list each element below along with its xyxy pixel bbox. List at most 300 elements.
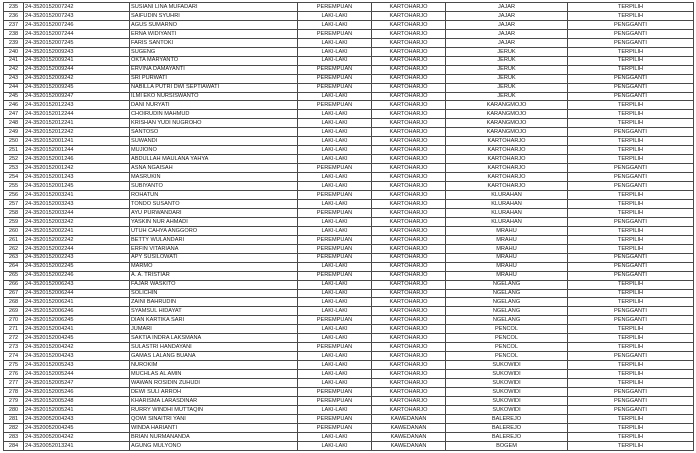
row-number-cell: 268 (4, 298, 24, 307)
registration-number-cell: 24-3520152012244 (24, 110, 130, 119)
district-cell: KARTOHARJO (372, 352, 446, 361)
status-cell: TERPILIH (568, 155, 694, 164)
district-cell: KARTOHARJO (372, 29, 446, 38)
status-cell: TERPILIH (568, 441, 694, 450)
candidate-name-cell: SANTOSO (130, 128, 298, 137)
table-row (4, 334, 694, 343)
district-cell: KARTOHARJO (372, 235, 446, 244)
district-cell: KARTOHARJO (372, 137, 446, 146)
village-cell: JERUK (446, 56, 568, 65)
row-number-cell: 260 (4, 226, 24, 235)
registration-number-cell: 24-3520152006244 (24, 289, 130, 298)
registration-number-cell: 24-3520052004245 (24, 423, 130, 432)
row-number-cell: 274 (4, 352, 24, 361)
gender-cell: PEREMPUAN (298, 3, 372, 12)
registration-number-cell: 24-3520152003241 (24, 191, 130, 200)
candidate-name-cell: ABDULLAH MAULANA YAHYA (130, 155, 298, 164)
row-number-cell: 250 (4, 137, 24, 146)
village-cell: SUKOWIDI (446, 361, 568, 370)
registration-number-cell: 24-3520152006246 (24, 307, 130, 316)
status-cell: TERPILIH (568, 101, 694, 110)
candidate-name-cell: YASKIN NUR AHMADI (130, 217, 298, 226)
row-number-cell: 278 (4, 387, 24, 396)
registration-number-cell: 24-3520052004242 (24, 432, 130, 441)
village-cell: KLURAHAN (446, 208, 568, 217)
candidate-name-cell: KHARISMA LARASDINAR (130, 396, 298, 405)
table-row (4, 191, 694, 200)
district-cell: KARTOHARJO (372, 146, 446, 155)
status-cell: TERPILIH (568, 119, 694, 128)
gender-cell: LAKI-LAKI (298, 334, 372, 343)
candidate-name-cell: MUCHLAS AL AMIN (130, 370, 298, 379)
candidate-name-cell: ROHATUN (130, 191, 298, 200)
registration-number-cell: 24-3520152001241 (24, 137, 130, 146)
district-cell: KARTOHARJO (372, 74, 446, 83)
village-cell: NGELANG (446, 316, 568, 325)
status-cell: PENGGANTI (568, 396, 694, 405)
gender-cell: LAKI-LAKI (298, 441, 372, 450)
row-number-cell: 277 (4, 379, 24, 388)
candidate-name-cell: MUJIONO (130, 146, 298, 155)
gender-cell: PEREMPUAN (298, 191, 372, 200)
registration-number-cell: 24-3520152002243 (24, 253, 130, 262)
district-cell: KARTOHARJO (372, 47, 446, 56)
row-number-cell: 265 (4, 271, 24, 280)
candidate-name-cell: AYU PURWANDARI (130, 208, 298, 217)
table-row (4, 379, 694, 388)
district-cell: KARTOHARJO (372, 379, 446, 388)
candidate-name-cell: SULASTRI HANDAYANI (130, 343, 298, 352)
district-cell: KARTOHARJO (372, 244, 446, 253)
row-number-cell: 246 (4, 101, 24, 110)
candidate-name-cell: TONDO SUSANTO (130, 199, 298, 208)
row-number-cell: 256 (4, 191, 24, 200)
gender-cell: PEREMPUAN (298, 164, 372, 173)
candidate-name-cell: SAIFUDIN SYUHRI (130, 11, 298, 20)
village-cell: KARANGMOJO (446, 128, 568, 137)
village-cell: NGELANG (446, 289, 568, 298)
gender-cell: LAKI-LAKI (298, 119, 372, 128)
gender-cell: LAKI-LAKI (298, 155, 372, 164)
gender-cell: PEREMPUAN (298, 423, 372, 432)
row-number-cell: 255 (4, 182, 24, 191)
district-cell: KARTOHARJO (372, 405, 446, 414)
gender-cell: LAKI-LAKI (298, 262, 372, 271)
registration-number-cell: 24-3520152009243 (24, 47, 130, 56)
village-cell: JERUK (446, 47, 568, 56)
row-number-cell: 236 (4, 11, 24, 20)
candidate-name-cell: DIAN KARTIKA SARI (130, 316, 298, 325)
gender-cell: PEREMPUAN (298, 101, 372, 110)
district-cell: KARTOHARJO (372, 83, 446, 92)
table-row (4, 92, 694, 101)
district-cell: KARTOHARJO (372, 262, 446, 271)
district-cell: KAWEDANAN (372, 441, 446, 450)
table-row (4, 11, 694, 20)
registration-number-cell: 24-3520152007245 (24, 38, 130, 47)
registration-number-cell: 24-3520152009241 (24, 56, 130, 65)
row-number-cell: 249 (4, 128, 24, 137)
status-cell: PENGGANTI (568, 307, 694, 316)
table-row (4, 173, 694, 182)
village-cell: NGELANG (446, 298, 568, 307)
district-cell: KARTOHARJO (372, 11, 446, 20)
village-cell: MRAHU (446, 253, 568, 262)
registration-number-cell: 24-3520152005246 (24, 387, 130, 396)
status-cell: TERPILIH (568, 414, 694, 423)
gender-cell: LAKI-LAKI (298, 361, 372, 370)
status-cell: TERPILIH (568, 361, 694, 370)
candidate-name-cell: FAJAR WASKITO (130, 280, 298, 289)
status-cell: PENGGANTI (568, 262, 694, 271)
status-cell: PENGGANTI (568, 38, 694, 47)
row-number-cell: 239 (4, 38, 24, 47)
village-cell: JAJAR (446, 20, 568, 29)
table-row (4, 226, 694, 235)
village-cell: JERUK (446, 83, 568, 92)
table-row (4, 164, 694, 173)
candidate-name-cell: UTUH CAHYA ANGGORO (130, 226, 298, 235)
village-cell: SUKOWIDI (446, 370, 568, 379)
table-row (4, 387, 694, 396)
village-cell: KARTOHARJO (446, 137, 568, 146)
registration-number-cell: 24-3520152001245 (24, 182, 130, 191)
gender-cell: LAKI-LAKI (298, 110, 372, 119)
status-cell: TERPILIH (568, 235, 694, 244)
district-cell: KARTOHARJO (372, 271, 446, 280)
village-cell: SUKOWIDI (446, 405, 568, 414)
row-number-cell: 272 (4, 334, 24, 343)
row-number-cell: 248 (4, 119, 24, 128)
candidate-name-cell: AGUNG MULYONO (130, 441, 298, 450)
candidate-name-cell: ILMI EKO NURSISWANTO (130, 92, 298, 101)
registration-number-cell: 24-3520152006241 (24, 298, 130, 307)
district-cell: KARTOHARJO (372, 3, 446, 12)
row-number-cell: 252 (4, 155, 24, 164)
registration-number-cell: 24-3520152009242 (24, 74, 130, 83)
table-row (4, 432, 694, 441)
village-cell: KARTOHARJO (446, 155, 568, 164)
registration-number-cell: 24-3520152007242 (24, 3, 130, 12)
gender-cell: LAKI-LAKI (298, 298, 372, 307)
table-row (4, 65, 694, 74)
candidate-name-cell: JUMARI (130, 325, 298, 334)
village-cell: KLURAHAN (446, 217, 568, 226)
candidate-name-cell: BRIAN NURMANANDA (130, 432, 298, 441)
status-cell: TERPILIH (568, 289, 694, 298)
status-cell: TERPILIH (568, 146, 694, 155)
status-cell: TERPILIH (568, 244, 694, 253)
status-cell: PENGGANTI (568, 92, 694, 101)
row-number-cell: 244 (4, 83, 24, 92)
district-cell: KARTOHARJO (372, 208, 446, 217)
candidate-name-cell: FARIS SANTOKI (130, 38, 298, 47)
table-row (4, 298, 694, 307)
district-cell: KARTOHARJO (372, 92, 446, 101)
gender-cell: PEREMPUAN (298, 208, 372, 217)
village-cell: MRAHU (446, 235, 568, 244)
village-cell: MRAHU (446, 226, 568, 235)
row-number-cell: 238 (4, 29, 24, 38)
table-row (4, 38, 694, 47)
status-cell: TERPILIH (568, 280, 694, 289)
row-number-cell: 280 (4, 405, 24, 414)
candidate-name-cell: ZAINI BAHRUDIN (130, 298, 298, 307)
candidate-name-cell: DANI NURYATI (130, 101, 298, 110)
gender-cell: LAKI-LAKI (298, 47, 372, 56)
village-cell: BALEREJO (446, 423, 568, 432)
village-cell: KARTOHARJO (446, 182, 568, 191)
village-cell: MRAHU (446, 262, 568, 271)
status-cell: PENGGANTI (568, 271, 694, 280)
gender-cell: PEREMPUAN (298, 65, 372, 74)
village-cell: KARTOHARJO (446, 173, 568, 182)
registration-number-cell: 24-3520152007246 (24, 20, 130, 29)
registration-number-cell: 24-3520152002244 (24, 244, 130, 253)
status-cell: PENGGANTI (568, 316, 694, 325)
district-cell: KAWEDANAN (372, 432, 446, 441)
candidate-name-cell: WINDA HARIANTI (130, 423, 298, 432)
status-cell: TERPILIH (568, 3, 694, 12)
status-cell: TERPILIH (568, 334, 694, 343)
candidate-name-cell: AGUS SUMARNO (130, 20, 298, 29)
registration-number-cell: 24-3520152005248 (24, 396, 130, 405)
candidate-table (3, 2, 694, 451)
district-cell: KARTOHARJO (372, 164, 446, 173)
village-cell: NGELANG (446, 307, 568, 316)
table-row (4, 361, 694, 370)
candidate-name-cell: NABILLA PUTRI DWI SEPTIAWATI (130, 83, 298, 92)
registration-number-cell: 24-3520152007243 (24, 11, 130, 20)
registration-number-cell: 24-3520152002241 (24, 226, 130, 235)
candidate-name-cell: SUBIYANTO (130, 182, 298, 191)
table-row (4, 235, 694, 244)
registration-number-cell: 24-3520052013241 (24, 441, 130, 450)
village-cell: JAJAR (446, 38, 568, 47)
gender-cell: PEREMPUAN (298, 271, 372, 280)
gender-cell: PEREMPUAN (298, 83, 372, 92)
table-row (4, 441, 694, 450)
table-row (4, 325, 694, 334)
village-cell: KLURAHAN (446, 199, 568, 208)
village-cell: SUKOWIDI (446, 396, 568, 405)
district-cell: KARTOHARJO (372, 173, 446, 182)
village-cell: PENCOL (446, 352, 568, 361)
candidate-name-cell: SUWANDI (130, 137, 298, 146)
row-number-cell: 235 (4, 3, 24, 12)
gender-cell: LAKI-LAKI (298, 182, 372, 191)
status-cell: TERPILIH (568, 110, 694, 119)
registration-number-cell: 24-3520152001246 (24, 155, 130, 164)
row-number-cell: 254 (4, 173, 24, 182)
district-cell: KARTOHARJO (372, 343, 446, 352)
village-cell: JERUK (446, 92, 568, 101)
status-cell: PENGGANTI (568, 29, 694, 38)
district-cell: KARTOHARJO (372, 182, 446, 191)
row-number-cell: 251 (4, 146, 24, 155)
status-cell: PENGGANTI (568, 164, 694, 173)
status-cell: PENGGANTI (568, 352, 694, 361)
village-cell: KARTOHARJO (446, 146, 568, 155)
status-cell: PENGGANTI (568, 387, 694, 396)
village-cell: SUKOWIDI (446, 387, 568, 396)
district-cell: KARTOHARJO (372, 396, 446, 405)
registration-number-cell: 24-3520152006243 (24, 280, 130, 289)
row-number-cell: 276 (4, 370, 24, 379)
gender-cell: PEREMPUAN (298, 414, 372, 423)
status-cell: PENGGANTI (568, 182, 694, 191)
status-cell: TERPILIH (568, 432, 694, 441)
district-cell: KARTOHARJO (372, 226, 446, 235)
candidate-name-cell: OKTA MARYANTO (130, 56, 298, 65)
status-cell: PENGGANTI (568, 20, 694, 29)
gender-cell: LAKI-LAKI (298, 146, 372, 155)
table-row (4, 244, 694, 253)
row-number-cell: 242 (4, 65, 24, 74)
status-cell: TERPILIH (568, 298, 694, 307)
registration-number-cell: 24-3520152006245 (24, 316, 130, 325)
gender-cell: PEREMPUAN (298, 343, 372, 352)
status-cell: PENGGANTI (568, 83, 694, 92)
registration-number-cell: 24-3520152005244 (24, 370, 130, 379)
row-number-cell: 241 (4, 56, 24, 65)
status-cell: TERPILIH (568, 56, 694, 65)
village-cell: BOGEM (446, 441, 568, 450)
row-number-cell: 259 (4, 217, 24, 226)
district-cell: KARTOHARJO (372, 253, 446, 262)
candidate-name-cell: WAWAN ROSIDIN ZUHUDI (130, 379, 298, 388)
candidate-name-cell: SUSIANI LINA MUFADARI (130, 3, 298, 12)
district-cell: KARTOHARJO (372, 217, 446, 226)
gender-cell: LAKI-LAKI (298, 226, 372, 235)
registration-number-cell: 24-3520152012242 (24, 128, 130, 137)
registration-number-cell: 24-3520152012243 (24, 101, 130, 110)
status-cell: TERPILIH (568, 47, 694, 56)
table-row (4, 253, 694, 262)
row-number-cell: 271 (4, 325, 24, 334)
village-cell: JAJAR (446, 29, 568, 38)
row-number-cell: 245 (4, 92, 24, 101)
village-cell: BALEREJO (446, 432, 568, 441)
gender-cell: LAKI-LAKI (298, 370, 372, 379)
district-cell: KARTOHARJO (372, 316, 446, 325)
registration-number-cell: 24-3520052004243 (24, 414, 130, 423)
gender-cell: LAKI-LAKI (298, 137, 372, 146)
status-cell: TERPILIH (568, 343, 694, 352)
table-row (4, 3, 694, 12)
registration-number-cell: 24-3520152002245 (24, 262, 130, 271)
gender-cell: LAKI-LAKI (298, 325, 372, 334)
gender-cell: LAKI-LAKI (298, 128, 372, 137)
district-cell: KARTOHARJO (372, 325, 446, 334)
district-cell: KARTOHARJO (372, 101, 446, 110)
row-number-cell: 261 (4, 235, 24, 244)
status-cell: TERPILIH (568, 208, 694, 217)
status-cell: PENGGANTI (568, 128, 694, 137)
village-cell: MRAHU (446, 271, 568, 280)
village-cell: MRAHU (446, 244, 568, 253)
gender-cell: LAKI-LAKI (298, 20, 372, 29)
village-cell: KARTOHARJO (446, 164, 568, 173)
table-row (4, 56, 694, 65)
row-number-cell: 270 (4, 316, 24, 325)
gender-cell: PEREMPUAN (298, 74, 372, 83)
table-row (4, 146, 694, 155)
table-row (4, 119, 694, 128)
candidate-name-cell: A. A. TRISTIAR (130, 271, 298, 280)
gender-cell: LAKI-LAKI (298, 56, 372, 65)
table-row (4, 423, 694, 432)
table-row (4, 289, 694, 298)
row-number-cell: 281 (4, 414, 24, 423)
district-cell: KAWEDANAN (372, 423, 446, 432)
table-row (4, 128, 694, 137)
table-row (4, 414, 694, 423)
registration-number-cell: 24-3520152005243 (24, 361, 130, 370)
candidate-name-cell: ERNA WIDIYANTI (130, 29, 298, 38)
status-cell: TERPILIH (568, 191, 694, 200)
gender-cell: PEREMPUAN (298, 316, 372, 325)
candidate-name-cell: NUROKIM (130, 361, 298, 370)
village-cell: JERUK (446, 65, 568, 74)
registration-number-cell: 24-3520152001242 (24, 164, 130, 173)
candidate-name-cell: MASRUKIN (130, 173, 298, 182)
candidate-name-cell: ASNA NGAISAH (130, 164, 298, 173)
village-cell: SUKOWIDI (446, 379, 568, 388)
village-cell: JAJAR (446, 11, 568, 20)
registration-number-cell: 24-3520152007244 (24, 29, 130, 38)
gender-cell: LAKI-LAKI (298, 379, 372, 388)
registration-number-cell: 24-3520152009245 (24, 83, 130, 92)
candidate-name-cell: RURRY WINDHI MUTTAQIN (130, 405, 298, 414)
table-row (4, 83, 694, 92)
registration-number-cell: 24-3520152005247 (24, 379, 130, 388)
table-row (4, 405, 694, 414)
candidate-name-cell: ERFIN VITARIANA (130, 244, 298, 253)
candidate-name-cell: CHOIRUDIN MAHMUD (130, 110, 298, 119)
table-row (4, 155, 694, 164)
status-cell: TERPILIH (568, 325, 694, 334)
status-cell: TERPILIH (568, 137, 694, 146)
table-row (4, 137, 694, 146)
district-cell: KARTOHARJO (372, 110, 446, 119)
district-cell: KARTOHARJO (372, 65, 446, 74)
village-cell: JAJAR (446, 3, 568, 12)
district-cell: KARTOHARJO (372, 334, 446, 343)
registration-number-cell: 24-3520152001243 (24, 173, 130, 182)
candidate-name-cell: DEWI SULI ARROH (130, 387, 298, 396)
status-cell: PENGGANTI (568, 217, 694, 226)
status-cell: PENGGANTI (568, 173, 694, 182)
registration-number-cell: 24-3520152002246 (24, 271, 130, 280)
district-cell: KARTOHARJO (372, 280, 446, 289)
table-row (4, 101, 694, 110)
table-row (4, 74, 694, 83)
status-cell: TERPILIH (568, 11, 694, 20)
village-cell: KLURAHAN (446, 191, 568, 200)
table-row (4, 182, 694, 191)
district-cell: KARTOHARJO (372, 361, 446, 370)
status-cell: PENGGANTI (568, 253, 694, 262)
gender-cell: PEREMPUAN (298, 253, 372, 262)
gender-cell: PEREMPUAN (298, 235, 372, 244)
district-cell: KARTOHARJO (372, 119, 446, 128)
registration-number-cell: 24-3520152003244 (24, 208, 130, 217)
table-row (4, 280, 694, 289)
candidate-name-cell: APY SUSILOWATI (130, 253, 298, 262)
row-number-cell: 266 (4, 280, 24, 289)
candidate-name-cell: SAKTIA INDRA LAKSMANA (130, 334, 298, 343)
